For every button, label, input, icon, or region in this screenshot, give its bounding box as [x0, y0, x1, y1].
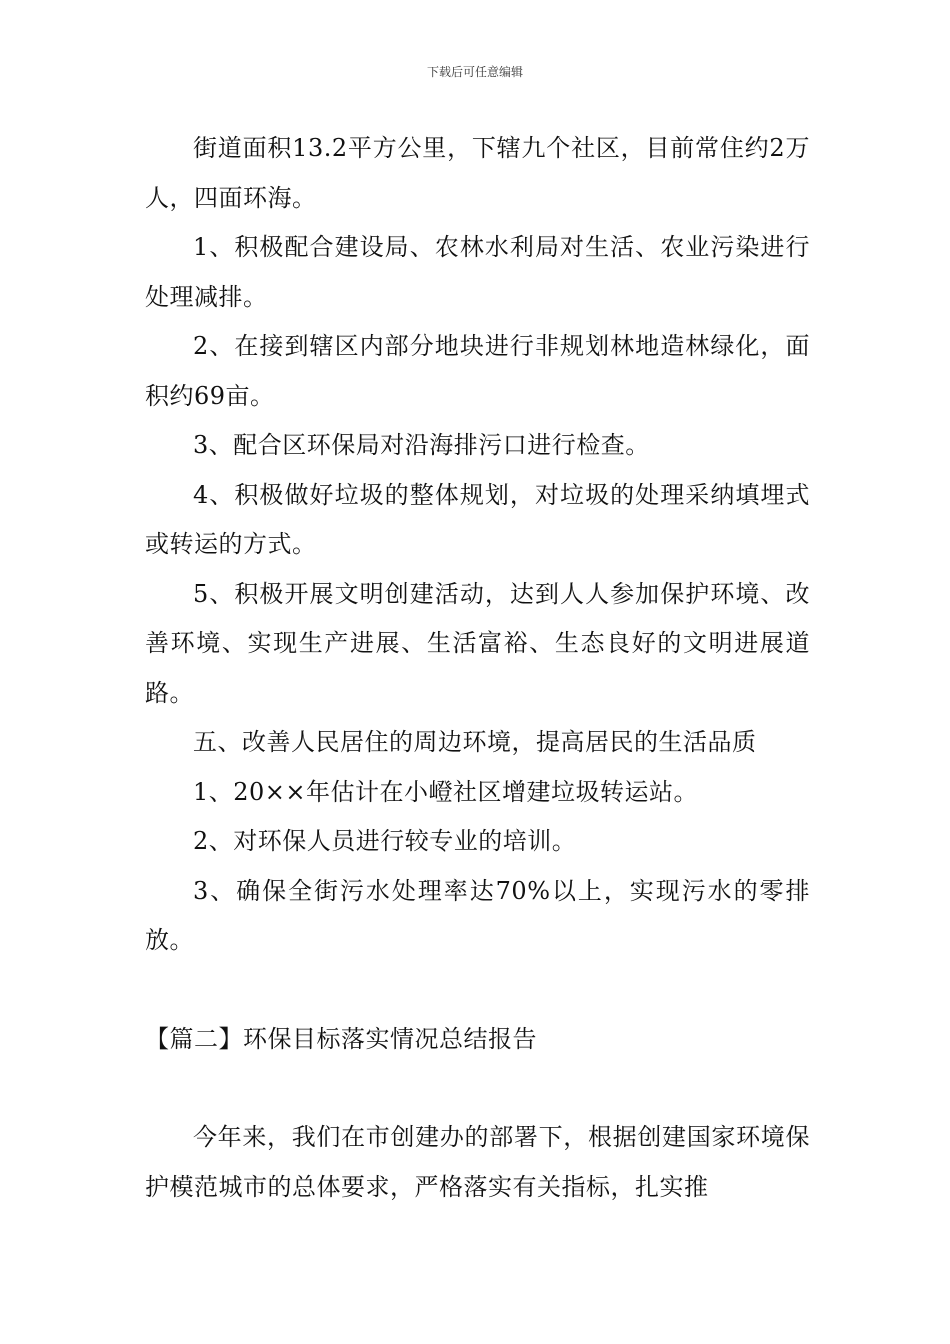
spacer: [145, 1064, 810, 1113]
paragraph-item-5: 5、积极开展文明创建活动，达到人人参加保护环境、改善环境、实现生产进展、生活富裕、生态良好的文明进展道路。: [145, 579, 810, 707]
paragraph-item-4: 4、积极做好垃圾的整体规划，对垃圾的处理采纳填埋式或转运的方式。: [145, 480, 810, 558]
paragraph-item-2: 2、在接到辖区内部分地块进行非规划林地造林绿化，面积约69亩。: [145, 332, 810, 410]
paragraph-item-1: 1、积极配合建设局、农林水利局对生活、农业污染进行处理减排。: [145, 233, 810, 311]
paragraph-heading-five: 五、改善人民居住的周边环境，提高居民的生活品质: [193, 728, 757, 756]
paragraph-intro: 今年来，我们在市创建办的部署下，根据创建国家环境保护模范城市的总体要求，严格落实有关指标，扎实推: [145, 1123, 810, 1201]
spacer: [145, 966, 810, 1015]
section-title: 【篇二】环保目标落实情况总结报告: [145, 1024, 537, 1053]
paragraph-five-item-2: 2、对环保人员进行较专业的培训。: [193, 827, 577, 855]
paragraph-five-item-3: 3、确保全街污水处理率达70%以上，实现污水的零排放。: [145, 876, 810, 954]
paragraph-five-item-1: 1、20××年估计在小嶝社区增建垃圾转运站。: [193, 777, 699, 806]
document-body: [145, 124, 810, 1212]
page-header: 下载后可任意编辑: [426, 65, 523, 79]
paragraph-item-3: 3、配合区环保局对沿海排污口进行检查。: [193, 431, 650, 459]
paragraph-overview: 街道面积13.2平方公里，下辖九个社区，目前常住约2万人，四面环海。: [145, 134, 810, 212]
